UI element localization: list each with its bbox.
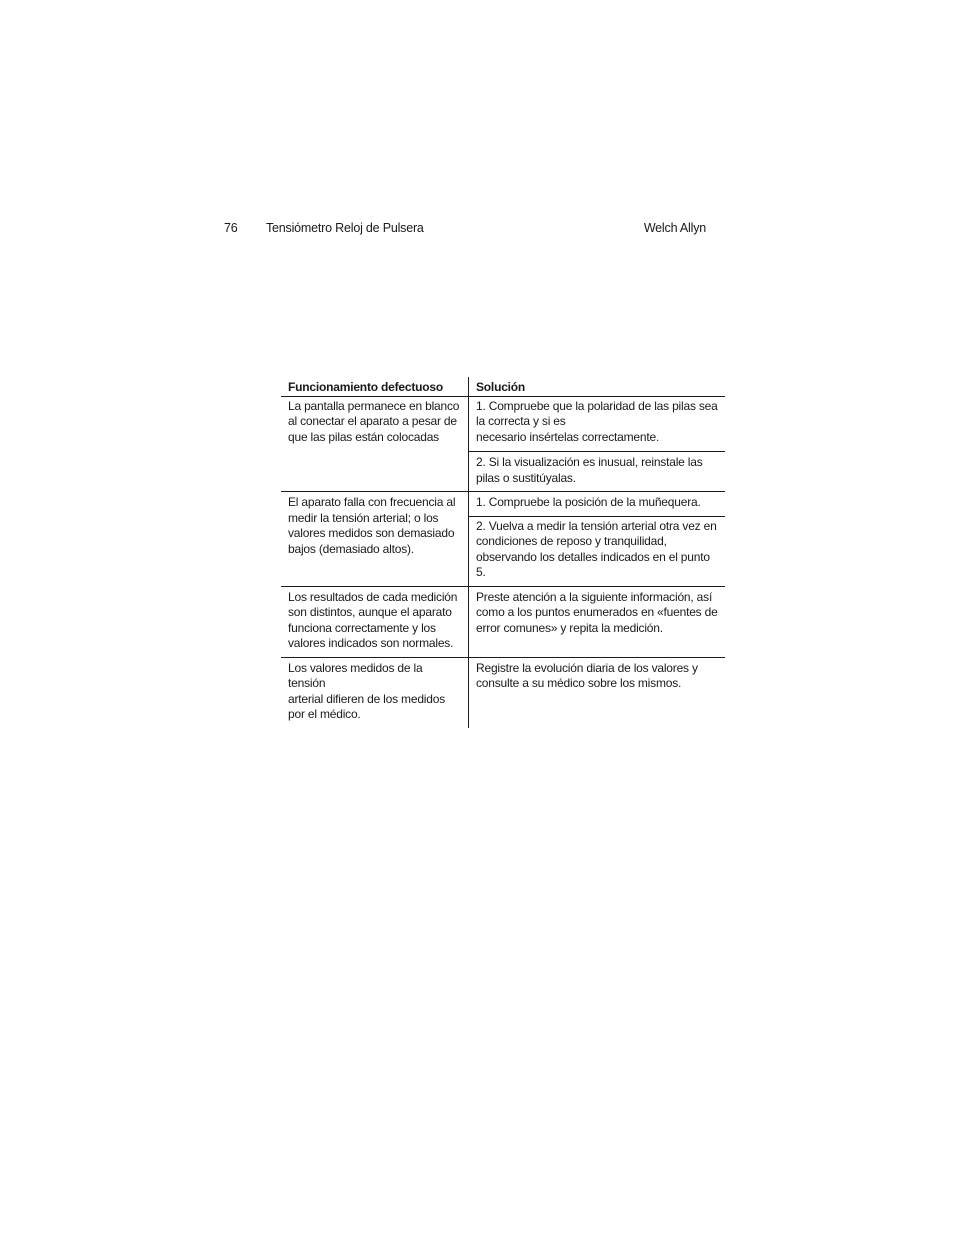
solution-cell <box>469 516 726 586</box>
problem-line: arterial difieren de los medidos <box>288 691 446 706</box>
brand-name: Welch Allyn <box>643 221 706 235</box>
problem-line: funciona correctamente y los <box>288 620 436 635</box>
solution-line: 1. Compruebe que la polaridad de las pilas sea <box>476 398 718 413</box>
page-number: 76 <box>224 221 238 235</box>
solution-cell <box>469 586 726 657</box>
problem-line: valores indicados son normales. <box>288 636 454 650</box>
table-row <box>281 657 725 728</box>
solution-line: 2. Vuelva a medir la tensión arterial otra vez en <box>476 518 717 533</box>
problem-line: El aparato falla con frecuencia al <box>288 495 456 509</box>
solution-line: error comunes» y repita la medición. <box>476 620 663 635</box>
problem-line: valores medidos son demasiado <box>288 526 455 540</box>
solution-line: consulte a su médico sobre los mismos. <box>476 676 682 690</box>
problem-line: son distintos, aunque el aparato <box>288 605 452 619</box>
solution-line: Registre la evolución diaria de los valores y <box>476 660 698 675</box>
solution-line: condiciones de reposo y tranquilidad, <box>476 534 667 548</box>
problem-line: Los valores medidos de la tensión <box>288 660 423 690</box>
problem-line: por el médico. <box>288 707 361 721</box>
solution-line: observando los detalles indicados en el punto 5. <box>476 549 710 579</box>
solution-line: necesario insértelas correctamente. <box>476 429 660 444</box>
table-row <box>281 586 725 657</box>
solution-line: 2. Si la visualización es inusual, reinstale las <box>476 455 703 469</box>
solution-line: como a los puntos enumerados en «fuentes de <box>476 605 718 619</box>
solution-line: 1. Compruebe la posición de la muñequera. <box>476 495 701 509</box>
problem-line: bajos (demasiado altos). <box>288 541 414 556</box>
solution-cell <box>469 492 726 517</box>
solution-line: la correcta y si es <box>476 414 566 428</box>
problem-cell <box>281 492 469 587</box>
table-header-row <box>281 377 725 396</box>
column-header-solution: Solución <box>469 377 726 396</box>
problem-cell <box>281 396 469 492</box>
solution-line: Preste atención a la siguiente información, así <box>476 589 713 604</box>
solution-cell <box>469 452 726 492</box>
column-header-problem: Funcionamiento defectuoso <box>281 377 469 396</box>
solution-cell <box>469 657 726 728</box>
problem-line: al conectar el aparato a pesar de <box>288 414 457 428</box>
problem-cell <box>281 586 469 657</box>
troubleshooting-table <box>281 377 725 728</box>
table-row <box>281 396 725 452</box>
solution-cell <box>469 396 726 452</box>
problem-line: que las pilas están colocadas <box>288 429 439 444</box>
problem-line: medir la tensión arterial; o los <box>288 510 439 525</box>
problem-cell <box>281 657 469 728</box>
document-title: Tensiómetro Reloj de Pulsera <box>266 221 424 235</box>
solution-line: pilas o sustitúyalas. <box>476 470 576 485</box>
problem-line: Los resultados de cada medición <box>288 589 458 604</box>
table-row <box>281 492 725 517</box>
page-header <box>224 221 706 239</box>
problem-line: La pantalla permanece en blanco <box>288 398 460 413</box>
